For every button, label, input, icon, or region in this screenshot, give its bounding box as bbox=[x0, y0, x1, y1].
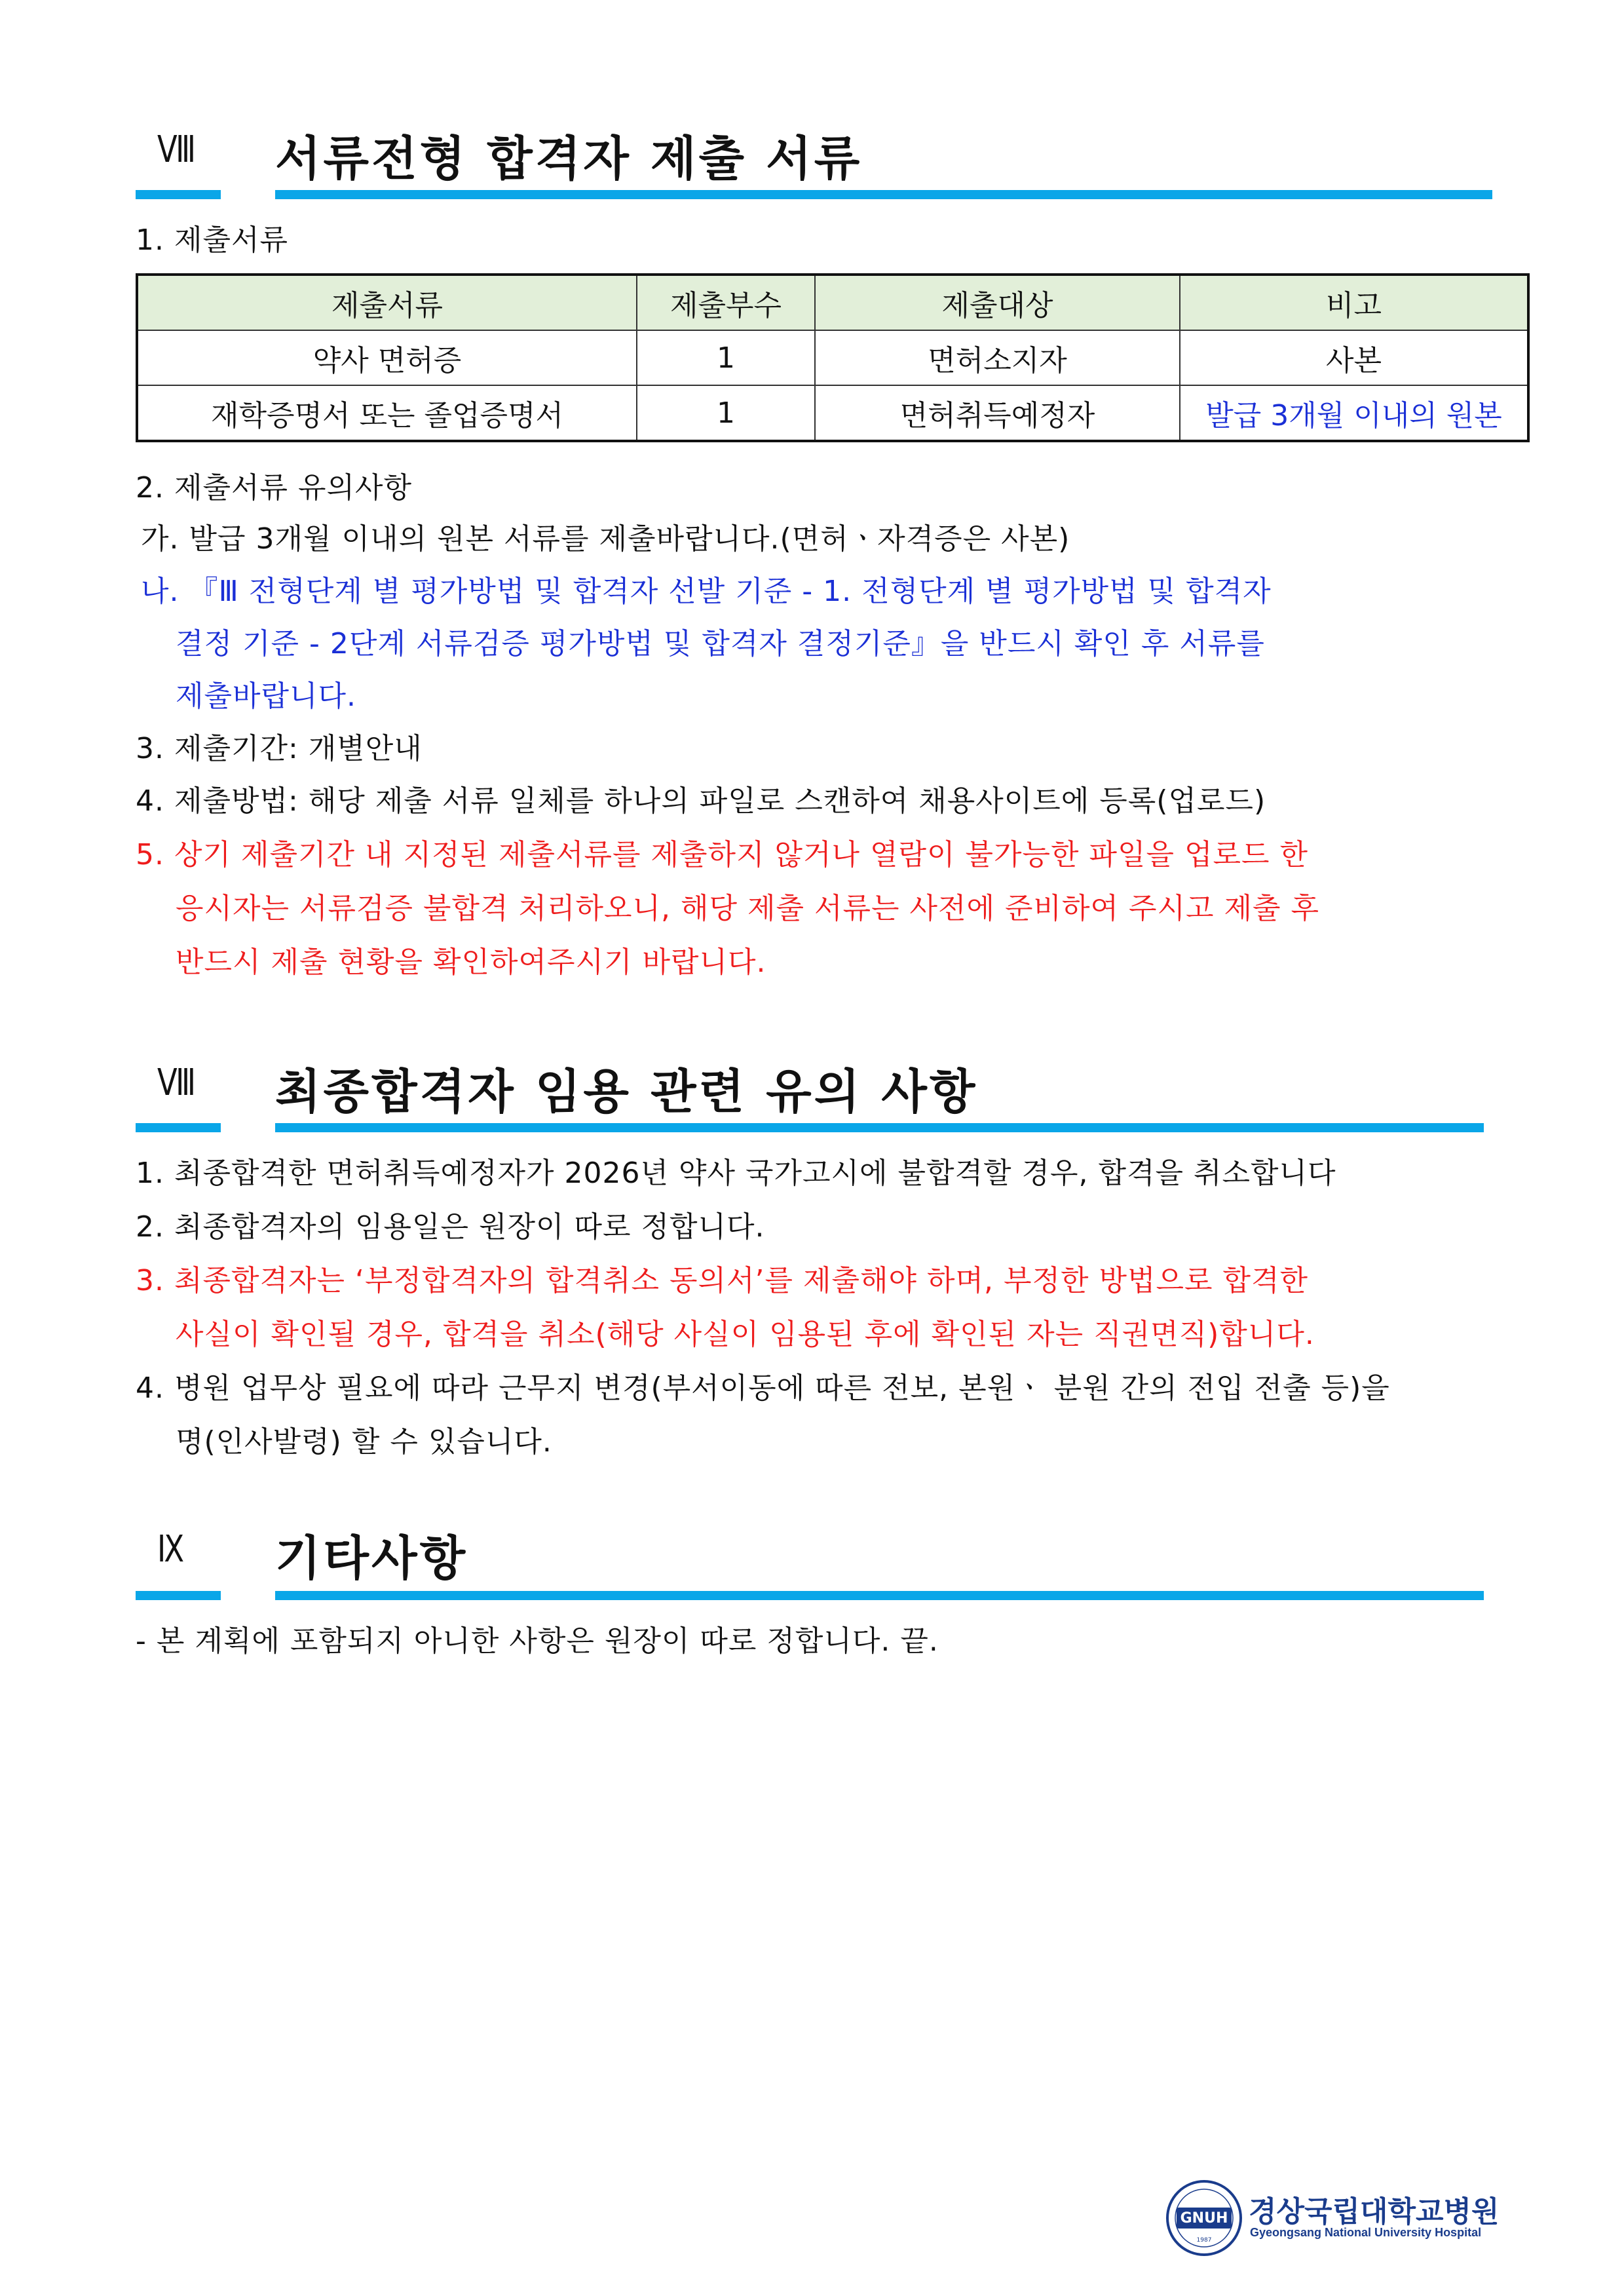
list-item-continuation: 반드시 제출 현황을 확인하여주시기 바랍니다. bbox=[176, 946, 766, 979]
list-item: 2. 제출서류 유의사항 bbox=[136, 471, 412, 505]
logo-name-korean: 경상국립대학교병원 bbox=[1249, 2195, 1500, 2229]
section-title: 기타사항 bbox=[275, 1531, 468, 1586]
table-cell: 1 bbox=[637, 385, 815, 441]
list-item-continuation: 응시자는 서류검증 불합격 처리하오니, 해당 제출 서류는 사전에 준비하여 주시고 제출 후 bbox=[176, 892, 1319, 925]
list-item: 1. 최종합격한 면허취득예정자가 2026년 약사 국가고시에 불합격할 경우, 합격을 취소합니다 bbox=[136, 1157, 1336, 1190]
table-cell: 1 bbox=[637, 330, 815, 385]
table-cell: 발급 3개월 이내의 원본 bbox=[1180, 385, 1528, 441]
logo-badge-text: GNUH bbox=[1180, 2210, 1228, 2227]
section-title: 최종합격자 임용 관련 유의 사항 bbox=[275, 1064, 978, 1119]
list-item-continuation: 결정 기준 - 2단계 서류검증 평가방법 및 합격자 결정기준』을 반드시 확인 후 서류를 bbox=[176, 627, 1265, 660]
table-cell: 약사 면허증 bbox=[137, 330, 637, 385]
table-cell: 면허취득예정자 bbox=[815, 385, 1180, 441]
logo-year: 1987 bbox=[1196, 2237, 1212, 2244]
column-header: 제출대상 bbox=[815, 275, 1180, 330]
list-item: - 본 계획에 포함되지 아니한 사항은 원장이 따로 정합니다. 끝. bbox=[136, 1624, 939, 1658]
table-row bbox=[137, 385, 1528, 441]
emblem-icon bbox=[1165, 2179, 1243, 2257]
list-item: 4. 제출방법: 해당 제출 서류 일체를 하나의 파일로 스캔하여 채용사이트에 등록(업로드) bbox=[136, 784, 1266, 818]
section-numeral: Ⅸ bbox=[157, 1528, 182, 1571]
section-title: 서류전형 합격자 제출 서류 bbox=[275, 131, 863, 186]
section-divider-left bbox=[136, 190, 221, 199]
list-item: 3. 최종합격자는 ‘부정합격자의 합격취소 동의서’를 제출해야 하며, 부정한 방법으로 합격한 bbox=[136, 1264, 1308, 1297]
column-header: 비고 bbox=[1180, 275, 1528, 330]
section-divider-right bbox=[275, 190, 1492, 199]
list-item-continuation: 사실이 확인될 경우, 합격을 취소(해당 사실이 임용된 후에 확인된 자는 직권면직)합니다. bbox=[176, 1318, 1315, 1351]
list-item: 4. 병원 업무상 필요에 따라 근무지 변경(부서이동에 따른 전보, 본원ㆍ 분원 간의 전입 전출 등)을 bbox=[136, 1371, 1390, 1405]
table-cell: 재학증명서 또는 졸업증명서 bbox=[137, 385, 637, 441]
section-divider-left bbox=[136, 1123, 221, 1132]
section-divider-right bbox=[275, 1591, 1484, 1600]
documents-table bbox=[136, 273, 1530, 442]
list-item: 1. 제출서류 bbox=[136, 223, 288, 257]
list-item: 5. 상기 제출기간 내 지정된 제출서류를 제출하지 않거나 열람이 불가능한 파일을 업로드 한 bbox=[136, 838, 1308, 871]
table-cell: 사본 bbox=[1180, 330, 1528, 385]
table-cell: 면허소지자 bbox=[815, 330, 1180, 385]
section-numeral: Ⅷ bbox=[157, 1062, 194, 1104]
list-item-continuation: 명(인사발령) 할 수 있습니다. bbox=[176, 1425, 552, 1459]
list-item: 나. 『Ⅲ 전형단계 별 평가방법 및 합격자 선발 기준 - 1. 전형단계 별 평가방법 및 합격자 bbox=[141, 575, 1272, 608]
list-item: 2. 최종합격자의 임용일은 원장이 따로 정합니다. bbox=[136, 1210, 765, 1244]
logo-name-english: Gyeongsang National University Hospital bbox=[1250, 2226, 1482, 2239]
section-divider-right bbox=[275, 1123, 1484, 1132]
list-item-continuation: 제출바랍니다. bbox=[176, 679, 357, 713]
hospital-logo bbox=[1165, 2179, 1500, 2257]
list-item: 가. 발급 3개월 이내의 원본 서류를 제출바랍니다.(면허ㆍ자격증은 사본) bbox=[141, 522, 1070, 556]
table-header-row bbox=[137, 275, 1528, 330]
column-header: 제출서류 bbox=[137, 275, 637, 330]
column-header: 제출부수 bbox=[637, 275, 815, 330]
section-numeral: Ⅷ bbox=[157, 128, 194, 171]
section-divider-left bbox=[136, 1591, 221, 1600]
table-row bbox=[137, 330, 1528, 385]
list-item: 3. 제출기간: 개별안내 bbox=[136, 732, 423, 765]
